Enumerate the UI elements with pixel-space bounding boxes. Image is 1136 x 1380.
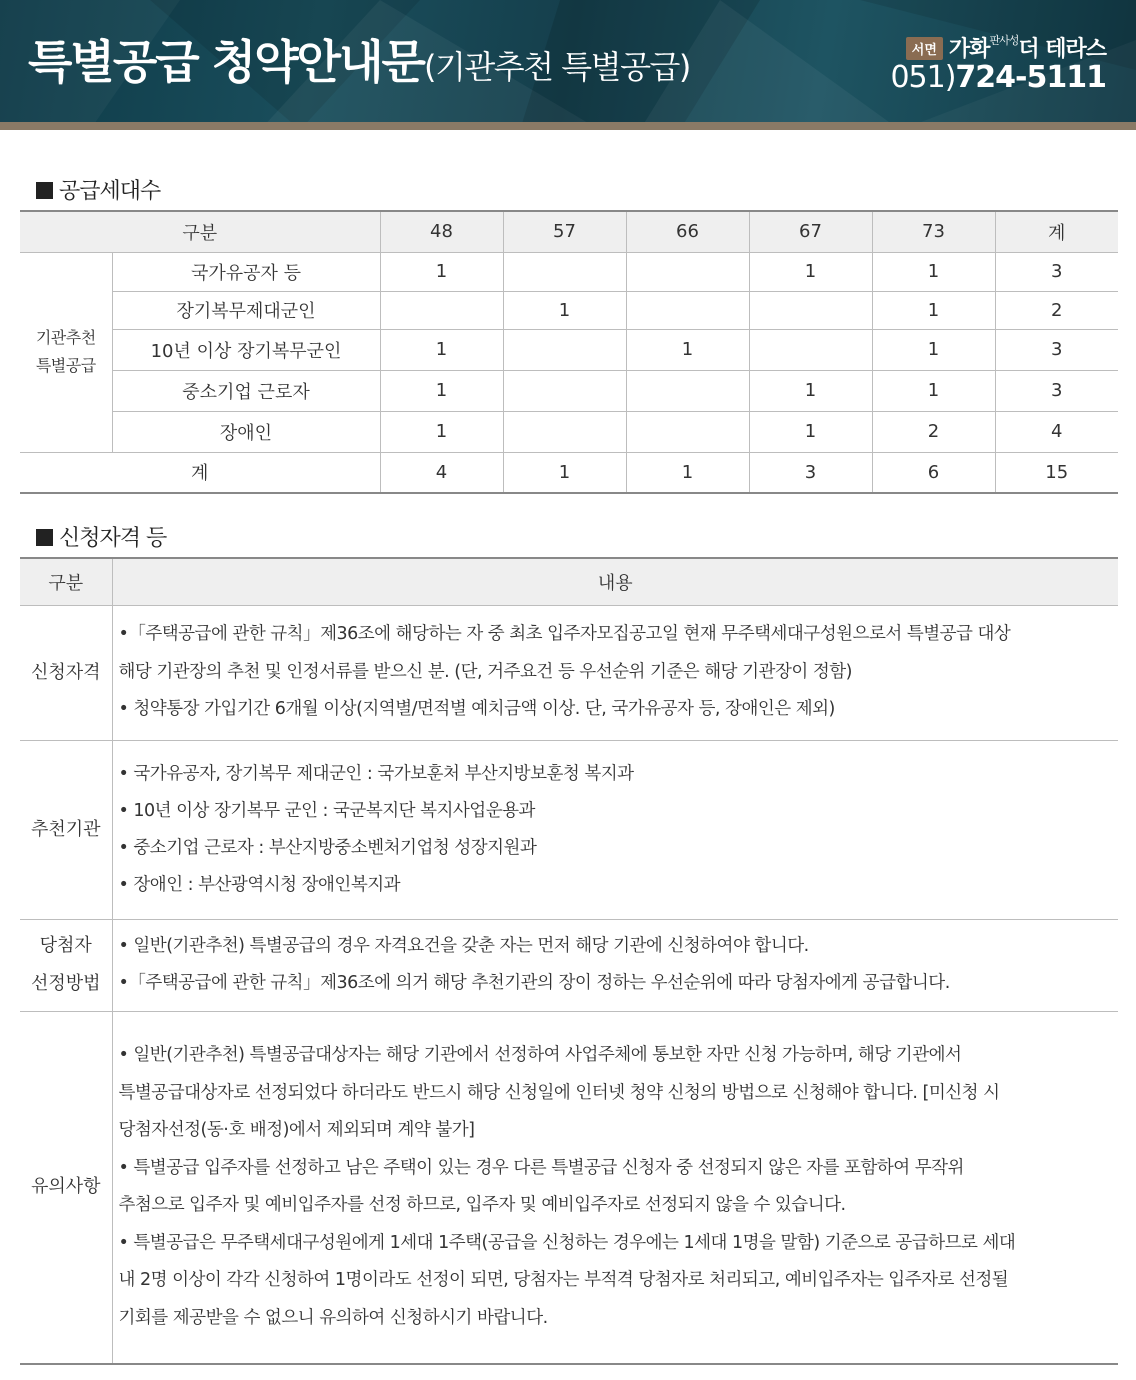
table-cell [503,411,626,452]
table-cell [626,252,749,291]
table-cell: 1 [749,370,872,411]
header-cell: 66 [626,211,749,252]
table-row [20,605,1118,740]
title-main: 특별공급 청약안내문 [28,35,424,89]
content-line: • 일반(기관추천) 특별공급대상자는 해당 기관에서 선정하여 사업주체에 통보한 자만 신청 가능하며, 해당 기관에서 [118,1045,962,1066]
row-label [20,919,112,1011]
table-row [20,740,1118,919]
brand-name-small: 판사성 [989,34,1019,47]
brand-block [876,30,1106,100]
table-cell [503,252,626,291]
table-cell: 1 [872,291,995,329]
table-row [20,1011,1118,1364]
group-label [20,252,112,452]
header-cell: 57 [503,211,626,252]
table-cell: 3 [749,452,872,493]
table-cell: 1 [749,411,872,452]
table-cell: 1 [380,252,503,291]
row-label: 10년 이상 장기복무군인 [112,329,380,370]
title-sub: (기관추천 특별공급) [423,48,690,86]
table-cell [380,291,503,329]
row-content [112,740,1118,919]
row-content [112,1011,1118,1364]
content-line: • 국가유공자, 장기복무 제대군인 : 국가보훈처 부산지방보훈청 복지과 [118,763,634,784]
table-row [20,370,1118,411]
table-row [20,252,1118,291]
content-line: •「주택공급에 관한 규칙」제36조에 의거 해당 추천기관의 장이 정하는 우선순위에 따라 당첨자에게 공급합니다. [118,973,950,993]
table-cell: 3 [995,329,1118,370]
table-cell: 4 [380,452,503,493]
table-row [20,329,1118,370]
table-cell: 1 [872,329,995,370]
row-content [112,605,1118,740]
table-cell: 1 [626,329,749,370]
supply-table [20,210,1118,494]
section-title-supply [36,174,160,205]
total-label: 계 [20,452,380,493]
table-cell [749,329,872,370]
table-cell: 1 [503,291,626,329]
content-line: • 특별공급은 무주택세대구성원에게 1세대 1주택(공급을 신청하는 경우에는 1세대 1명을 말함) 기준으로 공급하므로 세대 [118,1232,1016,1253]
table-cell [503,370,626,411]
section-title-text: 공급세대수 [59,179,161,204]
row-label: 유의사항 [20,1011,112,1364]
content-line: • 10년 이상 장기복무 군인 : 국군복지단 복지사업운용과 [118,800,535,821]
row-label-line1: 당첨자 [39,935,92,956]
section-title-qualification [36,521,166,552]
table-row [20,919,1118,1011]
total-row [20,452,1118,493]
header-cell: 73 [872,211,995,252]
brand-name [949,32,1106,63]
section-title-text: 신청자격 등 [59,526,167,551]
header-cell: 구분 [20,211,380,252]
table-header-row [20,558,1118,605]
content-line: 추첨으로 입주자 및 예비입주자를 선정 하므로, 입주자 및 예비입주자로 선정되지 않을 수 있습니다. [118,1195,846,1216]
table-row [20,411,1118,452]
table-cell [749,291,872,329]
table-cell [626,370,749,411]
content-line: 당첨자선정(동·호 배정)에서 제외되며 계약 불가] [118,1120,475,1141]
square-bullet-icon [36,182,53,199]
square-bullet-icon [36,529,53,546]
phone-number: 724-5111 [955,60,1106,95]
group-label-line1: 기관추천 [35,328,96,347]
row-label: 국가유공자 등 [112,252,380,291]
header-cell: 구분 [20,558,112,605]
header-cell: 48 [380,211,503,252]
content-line: 해당 기관장의 추천 및 인정서류를 받으신 분. (단, 거주요건 등 우선순위 기준은 해당 기관장이 정함) [118,661,852,682]
content-line: • 장애인 : 부산광역시청 장애인복지과 [118,874,401,895]
table-cell: 1 [626,452,749,493]
row-label: 신청자격 [20,605,112,740]
page-title [28,26,690,92]
brand-row [906,32,1106,63]
content-line: 내 2명 이상이 각각 신청하여 1명이라도 선정이 되면, 당첨자는 부적격 당첨자로 처리되고, 예비입주자는 입주자로 선정될 [118,1270,1009,1291]
content-line: • 중소기업 근로자 : 부산지방중소벤처기업청 성장지원과 [118,837,537,858]
content-line: • 일반(기관추천) 특별공급의 경우 자격요건을 갖춘 자는 먼저 해당 기관에 신청하여야 합니다. [118,936,809,956]
table-cell: 3 [995,370,1118,411]
table-cell: 2 [995,291,1118,329]
table-cell: 6 [872,452,995,493]
row-label: 장기복무제대군인 [112,291,380,329]
header-cell: 67 [749,211,872,252]
row-label-line2: 선정방법 [30,973,101,994]
brand-phone [890,60,1106,95]
table-cell: 1 [503,452,626,493]
content-line: • 청약통장 가입기간 6개월 이상(지역별/면적별 예치금액 이상. 단, 국가유공자 등, 장애인은 제외) [118,699,835,720]
content-line: • 특별공급 입주자를 선정하고 남은 주택이 있는 경우 다른 특별공급 신청자 중 선정되지 않은 자를 포함하여 무작위 [118,1157,964,1178]
table-cell: 1 [872,252,995,291]
header-bottom-band [0,122,1136,130]
table-cell [626,411,749,452]
table-cell: 1 [380,329,503,370]
group-label-line2: 특별공급 [35,356,96,375]
table-cell: 15 [995,452,1118,493]
header-banner [0,0,1136,130]
table-cell: 1 [749,252,872,291]
row-label: 장애인 [112,411,380,452]
brand-name-second: 더 테라스 [1018,37,1106,62]
content-line: •「주택공급에 관한 규칙」제36조에 해당하는 자 중 최초 입주자모집공고일 현재 무주택세대구성원으로서 특별공급 대상 [118,624,1011,645]
header-cell: 내용 [112,558,1118,605]
qualification-table [20,557,1118,1365]
table-cell: 3 [995,252,1118,291]
table-cell: 1 [872,370,995,411]
brand-badge: 서면 [906,37,943,60]
content-line: 특별공급대상자로 선정되었다 하더라도 반드시 해당 신청일에 인터넷 청약 신청의 방법으로 신청해야 합니다. [미신청 시 [118,1082,1000,1103]
table-cell: 1 [380,370,503,411]
table-cell: 4 [995,411,1118,452]
phone-prefix: 051) [890,60,956,95]
row-label: 추천기관 [20,740,112,919]
header-cell: 계 [995,211,1118,252]
row-label: 중소기업 근로자 [112,370,380,411]
table-cell [626,291,749,329]
table-row [20,291,1118,329]
content-line: 기회를 제공받을 수 없으니 유의하여 신청하시기 바랍니다. [118,1307,548,1328]
row-content [112,919,1118,1011]
table-cell [503,329,626,370]
table-cell: 1 [380,411,503,452]
table-header-row [20,211,1118,252]
brand-name-main: 가화 [948,37,990,62]
table-cell: 2 [872,411,995,452]
